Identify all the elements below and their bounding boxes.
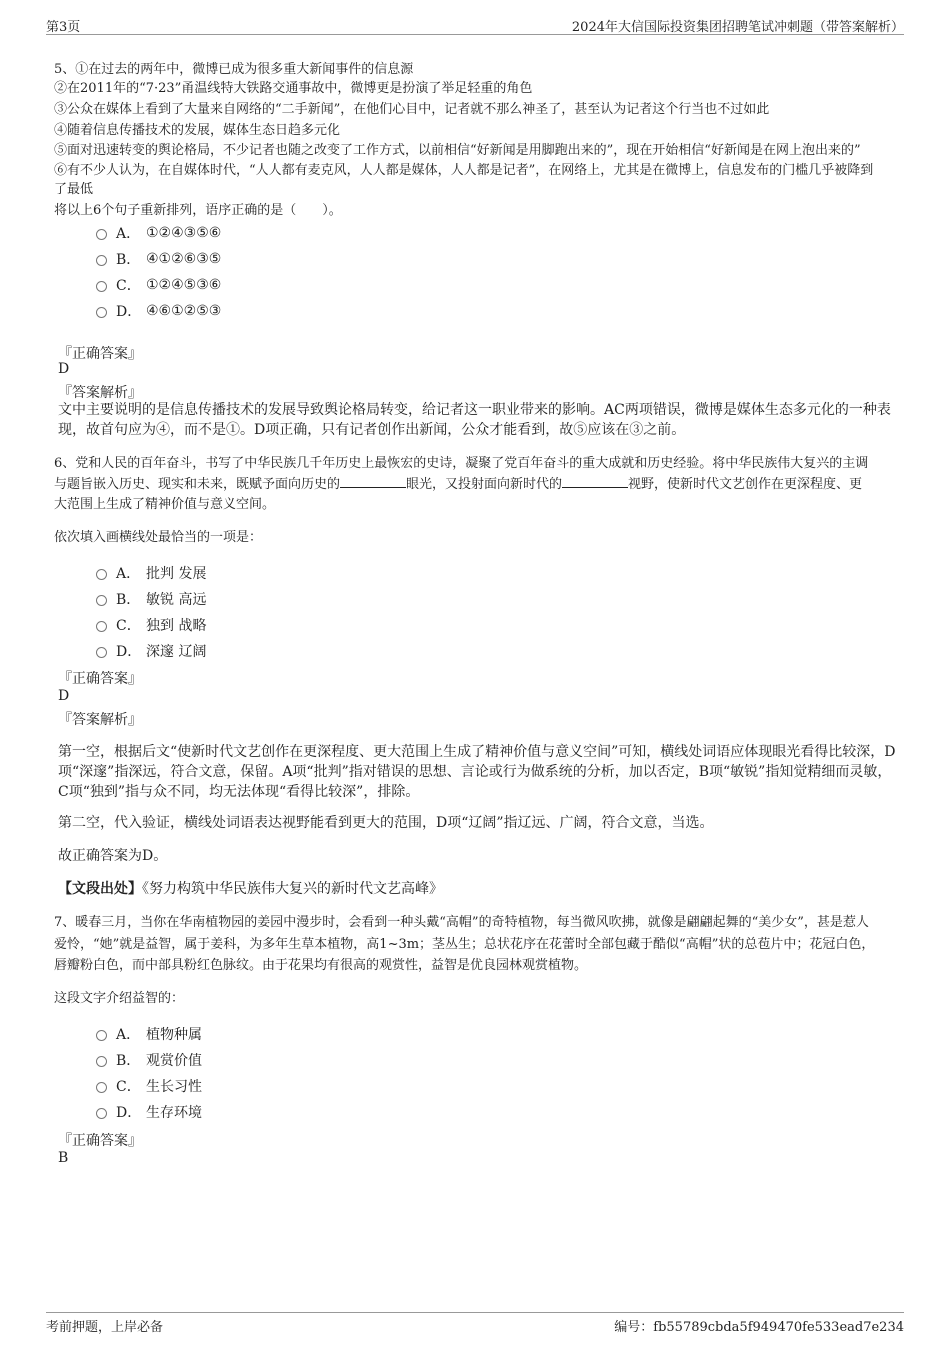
footer-slogan: 考前押题，上岸必备 xyxy=(46,1320,164,1335)
q6-analysis-p1: 第一空，根据后文“使新时代文艺创作在更深程度、更大范围上生成了精神价值与意义空间”可知，横线处词语应体现眼光看得比较深，D项“深邃”指深远，符合文意，保留。A项“批判”指对错误的思想、言论或行为做系统的分析，加以否定，B项“敏锐”指知觉精细而灵敏，C项“独到”指与众不同，均无法体现“看得比较深”，排除。 xyxy=(58,744,896,800)
q7-prompt: 这段文字介绍益智的： xyxy=(54,991,185,1006)
q6-option-c[interactable] xyxy=(96,615,206,635)
q7-option-a[interactable] xyxy=(96,1024,202,1044)
radio-icon[interactable] xyxy=(96,307,107,318)
option-key: D． xyxy=(116,304,142,320)
option-key: B． xyxy=(116,592,141,608)
q7-answer: B xyxy=(58,1150,69,1166)
option-key: C． xyxy=(116,1079,141,1095)
q6-option-b[interactable] xyxy=(96,589,206,609)
q6-stem-3: 大范围上生成了精神价值与意义空间。 xyxy=(54,497,276,512)
radio-icon[interactable] xyxy=(96,569,107,580)
option-text: ④①②⑥③⑤ xyxy=(146,251,222,267)
q5-line-2: ②在2011年的“7·23”甬温线特大铁路交通事故中，微博更是扮演了举足轻重的角色 xyxy=(54,81,533,96)
radio-icon[interactable] xyxy=(96,1030,107,1041)
q6-option-a[interactable] xyxy=(96,563,206,583)
q6-option-d[interactable] xyxy=(96,641,206,661)
radio-icon[interactable] xyxy=(96,255,107,266)
q7-stem-1: 7、暖春三月，当你在华南植物园的姜园中漫步时，会看到一种头戴“高帽”的奇特植物，每当微风吹拂，就像是翩翩起舞的“美少女”，甚是惹人 xyxy=(54,915,869,930)
q6-stem-1: 6、党和人民的百年奋斗，书写了中华民族几千年历史上最恢宏的史诗，凝聚了党百年奋斗的重大成就和历史经验。将中华民族伟大复兴的主调 xyxy=(54,456,869,471)
q5-option-b[interactable] xyxy=(96,249,221,269)
q5-line-1: 5、①在过去的两年中，微博已成为很多重大新闻事件的信息源 xyxy=(54,62,414,77)
option-text: 独到 战略 xyxy=(146,618,207,634)
source-label: 【文段出处】 xyxy=(58,881,142,897)
q5-analysis: 文中主要说明的是信息传播技术的发展导致舆论格局转变，给记者这一职业带来的影响。AC两项错误，微博是媒体生态多元化的一种表现，故首句应为④，而不是①。D项正确，只有记者创作出新闻，公众才能看到，故⑤应该在③之前。 xyxy=(58,402,891,438)
radio-icon[interactable] xyxy=(96,1082,107,1093)
option-key: D． xyxy=(116,644,142,660)
document-code: 编号：fb55789cbda5f949470fe533ead7e234 xyxy=(614,1320,904,1335)
q5-line-3: ③公众在媒体上看到了大量来自网络的“二手新闻”，在他们心目中，记者就不那么神圣了，甚至认为记者这个行当也不过如此 xyxy=(54,102,770,117)
option-text: ④⑥①②⑤③ xyxy=(146,303,222,319)
q7-stem-2: 爱怜，“她”就是益智，属于姜科，为多年生草本植物，高1~3m；茎丛生；总状花序在花蕾时全部包藏于酷似“高帽”状的总苞片中；花冠白色， xyxy=(54,937,875,952)
q6-stem-2: 与题旨嵌入历史、现实和未来，既赋予面向历史的 眼光，又投射面向新时代的 视野，使新时代文艺创作在更深程度、更 xyxy=(54,477,863,492)
q5-line-6: ⑥有不少人认为，在自媒体时代，“人人都有麦克风，人人都是媒体，人人都是记者”，在网络上，尤其是在微博上，信息发布的门槛几乎被降到 xyxy=(54,163,874,178)
q5-answer-label: 『正确答案』 xyxy=(58,346,142,362)
option-text: 深邃 辽阔 xyxy=(146,644,207,660)
option-key: C． xyxy=(116,618,141,634)
q7-option-d[interactable] xyxy=(96,1102,202,1122)
q7-option-c[interactable] xyxy=(96,1076,202,1096)
option-text: ①②④③⑤⑥ xyxy=(146,225,222,241)
q6-prompt: 依次填入画横线处最恰当的一项是： xyxy=(54,530,263,545)
q6-answer: D xyxy=(58,688,70,704)
q5-option-a[interactable] xyxy=(96,223,221,243)
radio-icon[interactable] xyxy=(96,595,107,606)
radio-icon[interactable] xyxy=(96,621,107,632)
source-title: 《努力构筑中华民族伟大复兴的新时代文艺高峰》 xyxy=(142,881,443,897)
option-text: ①②④⑤③⑥ xyxy=(146,277,222,293)
q6-analysis-label: 『答案解析』 xyxy=(58,712,142,728)
radio-icon[interactable] xyxy=(96,281,107,292)
q5-option-c[interactable] xyxy=(96,275,221,295)
radio-icon[interactable] xyxy=(96,647,107,658)
option-key: A． xyxy=(116,226,141,242)
option-text: 观赏价值 xyxy=(146,1053,202,1069)
q5-analysis-label: 『答案解析』 xyxy=(58,385,142,401)
q6-analysis-p3: 故正确答案为D。 xyxy=(58,848,168,864)
option-key: B． xyxy=(116,252,141,268)
radio-icon[interactable] xyxy=(96,1056,107,1067)
option-key: A． xyxy=(116,566,141,582)
q5-prompt: 将以上6个句子重新排列，语序正确的是（ ）。 xyxy=(54,203,342,218)
option-text: 敏锐 高远 xyxy=(146,592,207,608)
document-title: 2024年大信国际投资集团招聘笔试冲刺题（带答案解析） xyxy=(571,20,904,35)
page-number: 第3页 xyxy=(46,20,81,35)
fill-blank-2[interactable] xyxy=(562,476,628,488)
option-key: A． xyxy=(116,1027,141,1043)
q6-answer-label: 『正确答案』 xyxy=(58,671,142,687)
fill-blank-1[interactable] xyxy=(340,476,406,488)
q5-line-4: ④随着信息传播技术的发展，媒体生态日趋多元化 xyxy=(54,123,341,138)
q7-option-b[interactable] xyxy=(96,1050,202,1070)
option-text: 批判 发展 xyxy=(146,566,207,582)
radio-icon[interactable] xyxy=(96,229,107,240)
q5-line-5: ⑤面对迅速转变的舆论格局，不少记者也随之改变了工作方式，以前相信“好新闻是用脚跑出来的”，现在开始相信“好新闻是在网上泡出来的” xyxy=(54,143,861,158)
q5-answer: D xyxy=(58,361,70,377)
q5-option-d[interactable] xyxy=(96,301,221,321)
page-footer xyxy=(46,1312,904,1333)
q6-source xyxy=(58,879,896,899)
option-key: C． xyxy=(116,278,141,294)
option-text: 植物种属 xyxy=(146,1027,202,1043)
option-text: 生长习性 xyxy=(146,1079,202,1095)
q6-analysis-p2: 第二空，代入验证，横线处词语表达视野能看到更大的范围，D项“辽阔”指辽远、广阔，符合文意，当选。 xyxy=(58,815,714,831)
option-key: D． xyxy=(116,1105,142,1121)
q7-answer-label: 『正确答案』 xyxy=(58,1133,142,1149)
q7-stem-3: 唇瓣粉白色，而中部具粉红色脉纹。由于花果均有很高的观赏性，益智是优良园林观赏植物。 xyxy=(54,958,588,973)
option-text: 生存环境 xyxy=(146,1105,202,1121)
page-header xyxy=(46,14,904,35)
option-key: B． xyxy=(116,1053,141,1069)
radio-icon[interactable] xyxy=(96,1108,107,1119)
q5-line-7: 了最低 xyxy=(54,182,94,197)
